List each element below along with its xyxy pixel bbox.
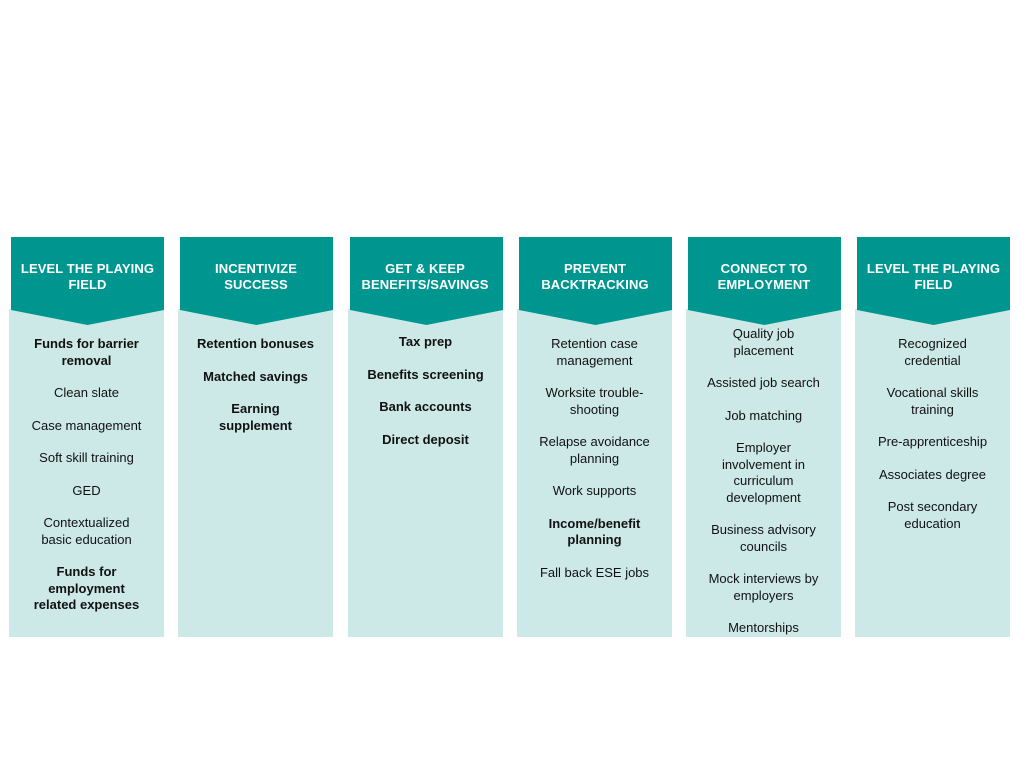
column-connect-to-employment <box>686 237 841 637</box>
column-title: GET & KEEP BENEFITS/SAVINGS <box>361 261 489 292</box>
list-item: GED <box>72 482 101 498</box>
list-item: Case management <box>31 417 142 433</box>
column-level-playing-field-2 <box>855 237 1010 637</box>
list-item: Clean slate <box>53 385 120 400</box>
list-item: Contextualized basic education <box>41 515 132 547</box>
column-items <box>348 334 503 464</box>
column-items <box>9 336 164 630</box>
list-item: Earning supplement <box>219 401 292 433</box>
list-item: Work supports <box>552 483 637 498</box>
column-items <box>178 336 333 450</box>
column-title: INCENTIVIZE SUCCESS <box>215 261 297 292</box>
list-item: Relapse avoidance planning <box>539 434 650 466</box>
list-item: Bank accounts <box>379 399 472 414</box>
list-item: Mentorships <box>728 620 799 635</box>
column-prevent-backtracking <box>517 237 672 637</box>
column-incentivize-success <box>178 237 333 637</box>
list-item: Retention bonuses <box>196 336 314 351</box>
column-items <box>855 336 1010 548</box>
list-item: Mock interviews by employers <box>708 571 819 603</box>
list-item: Fall back ESE jobs <box>539 564 650 580</box>
list-item: Job matching <box>724 407 803 423</box>
column-title: CONNECT TO EMPLOYMENT <box>717 261 811 292</box>
list-item: Matched savings <box>203 368 308 384</box>
list-item: Worksite trouble-shooting <box>545 385 644 417</box>
list-item: Business advisory councils <box>711 522 816 554</box>
list-item: Employer involvement in curriculum development <box>721 440 806 505</box>
list-item: Funds for barrier removal <box>34 336 139 368</box>
list-item: Quality job placement <box>732 326 795 358</box>
column-title: PREVENT BACKTRACKING <box>541 261 649 292</box>
list-item: Funds for employment related expenses <box>33 564 140 612</box>
list-item: Income/benefit planning <box>548 515 641 547</box>
list-item: Retention case management <box>551 336 638 368</box>
list-item: Tax prep <box>398 334 453 349</box>
column-get-keep-benefits <box>348 237 503 637</box>
column-items <box>686 326 841 653</box>
list-item: Post secondary education <box>887 499 978 531</box>
list-item: Pre-apprenticeship <box>877 434 988 449</box>
list-item: Direct deposit <box>382 431 469 447</box>
column-title: LEVEL THE PLAYING FIELD <box>20 261 155 292</box>
column-items <box>517 336 672 597</box>
list-item: Benefits screening <box>367 366 484 382</box>
list-item: Associates degree <box>879 466 986 482</box>
list-item: Recognized credential <box>898 336 967 368</box>
column-level-playing-field-1 <box>9 237 164 637</box>
list-item: Assisted job search <box>707 375 820 390</box>
list-item: Vocational skills training <box>886 385 979 417</box>
list-item: Soft skill training <box>39 450 134 465</box>
column-title: LEVEL THE PLAYING FIELD <box>866 261 1001 292</box>
